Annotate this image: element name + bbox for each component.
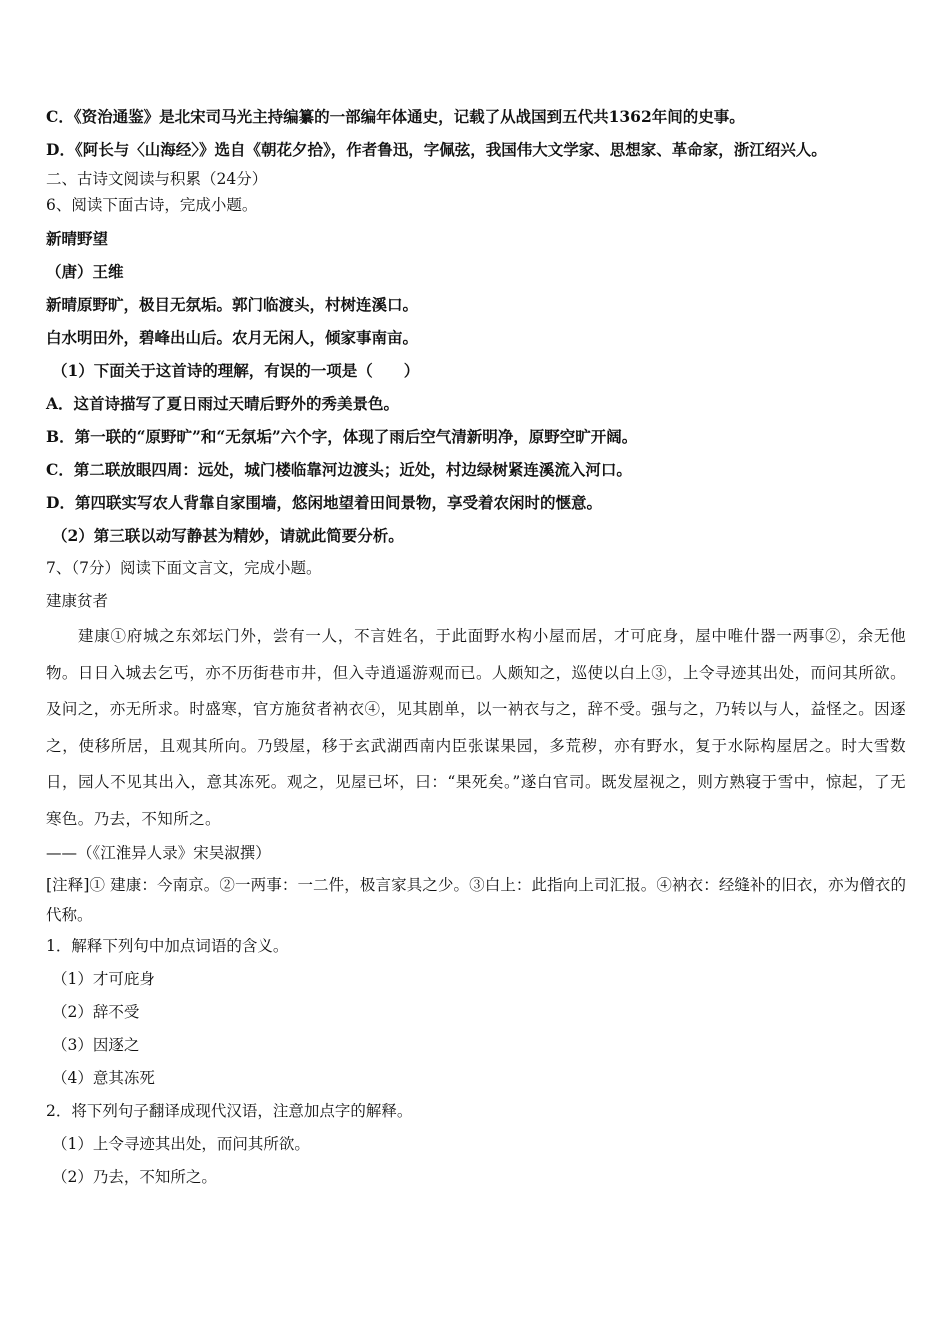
- document-page: [46, 100, 906, 1194]
- task-1-item-1: （1）才可庇身: [52, 970, 155, 988]
- poem-line-1: 新晴原野旷，极目无氛垢。郭门临渡头，村树连溪口。: [46, 295, 419, 314]
- task-1-item-3: （3）因逐之: [52, 1036, 140, 1054]
- task-1-stem: 1．解释下列句中加点词语的含义。: [46, 937, 289, 955]
- annotation-note: [注释]① 建康：今南京。②一两事：一二件，极言家具之少。③白上：此指向上司汇报。④衲衣：经缝补的旧衣，亦为僧衣的代称。: [46, 876, 906, 924]
- sub-question-2-stem: （2）第三联以动写静甚为精妙，请就此简要分析。: [52, 526, 404, 545]
- poem-line-2: 白水明田外，碧峰出山后。农月无闲人，倾家事南亩。: [46, 328, 419, 347]
- section-heading: 二、古诗文阅读与积累（24分）: [46, 170, 268, 188]
- task-1-item-2: （2）辞不受: [52, 1003, 140, 1021]
- task-2-stem: 2．将下列句子翻译成现代汉语，注意加点字的解释。: [46, 1102, 413, 1120]
- question-6-prompt: 6、阅读下面古诗，完成小题。: [46, 196, 258, 214]
- task-2-item-1: （1）上令寻迹其出处，而问其所欲。: [52, 1135, 310, 1153]
- classical-passage: 建康①府城之东郊坛门外，尝有一人，不言姓名，于此面野水构小屋而居，才可庇身，屋中唯什器一两事②，余无他物。日日入城去乞丐，亦不历街巷市井，但入寺逍遥游观而已。人颇知之，巡使以白上③，上令寻迹其出处，而问其所欲。及问之，亦无所求。时盛寒，官方施贫者衲衣④，见其剧单，以一衲衣与之，辞不受。强与之，乃转以与人，益怪之。因逐之，使移所居，且观其所向。乃毁屋，移于玄武湖西南内臣张谋果园，多荒秽，亦有野水，复于水际构屋居之。时大雪数日，园人不见其出入，意其冻死。观之，见屋已坏，曰：“果死矣。”遂白官司。既发屋视之，则方熟寝于雪中，惊起，了无寒色。乃去，不知所之。: [46, 627, 906, 828]
- question-7-prompt: 7、（7分）阅读下面文言文，完成小题。: [46, 559, 322, 577]
- passage-source: ——（《江淮异人录》宋吴淑撰）: [46, 844, 271, 862]
- sub-question-1-option-a: A．这首诗描写了夏日雨过天晴后野外的秀美景色。: [46, 394, 400, 413]
- poem-author: （唐）王维: [46, 262, 124, 281]
- sub-question-1-option-d: D．第四联实写农人背靠自家围墙，悠闲地望着田间景物，享受着农闲时的惬意。: [46, 493, 602, 512]
- sub-question-1-option-c: C．第二联放眼四周：远处，城门楼临靠河边渡头；近处，村边绿树紧连溪流入河口。: [46, 460, 632, 479]
- sub-question-1-option-b: B．第一联的“原野旷”和“无氛垢”六个字，体现了雨后空气清新明净，原野空旷开阔。: [46, 427, 638, 446]
- sub-question-1-stem: （1）下面关于这首诗的理解，有误的一项是（ ）: [52, 361, 420, 380]
- classical-text-title: 建康贫者: [46, 592, 109, 610]
- poem-title: 新晴野望: [46, 229, 109, 248]
- task-1-item-4: （4）意其冻死: [52, 1069, 155, 1087]
- option-c: C．《资治通鉴》是北宋司马光主持编纂的一部编年体通史，记载了从战国到五代共1362年间的史事。: [46, 107, 745, 126]
- option-d: D．《阿长与〈山海经〉》选自《朝花夕拾》，作者鲁迅，字佩弦，我国伟大文学家、思想家、革命家，浙江绍兴人。: [46, 140, 827, 159]
- task-2-item-2: （2）乃去，不知所之。: [52, 1168, 217, 1186]
